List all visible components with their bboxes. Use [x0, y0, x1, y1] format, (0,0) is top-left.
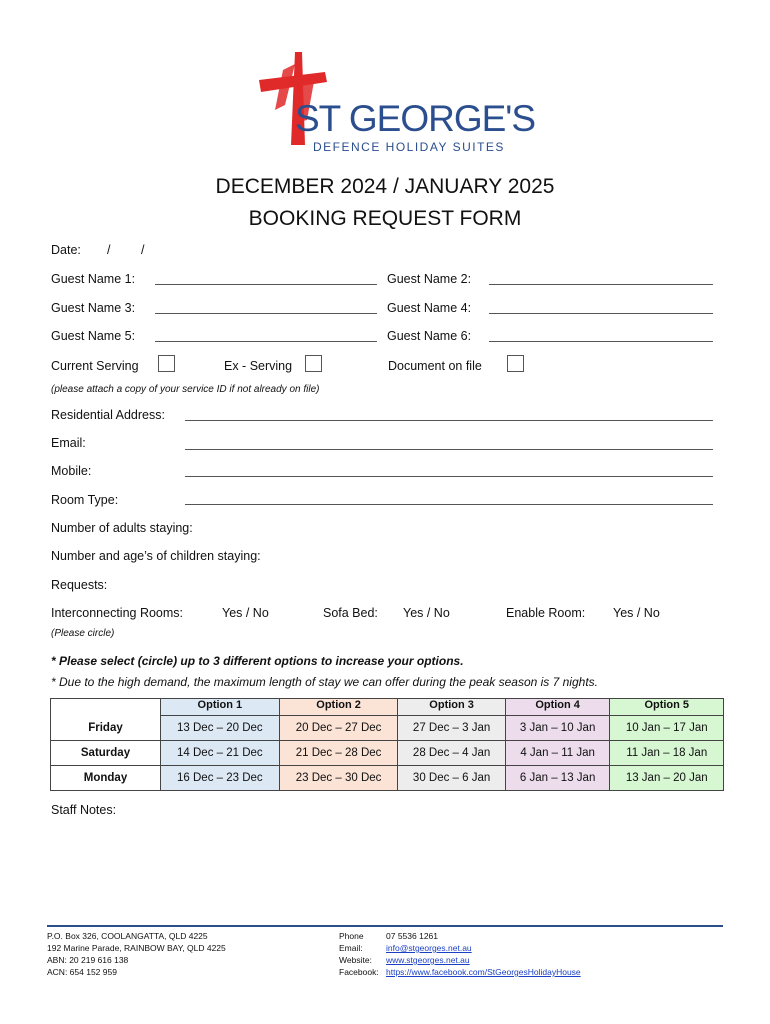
row-day: Monday — [51, 766, 161, 791]
footer-contact-labels — [339, 930, 379, 978]
please-circle-note: (Please circle) — [51, 628, 115, 639]
guest-name-5-label: Guest Name 5: — [51, 329, 136, 343]
guest-name-2-label: Guest Name 2: — [387, 272, 472, 286]
logo-name: ST GEORGE'S — [295, 98, 536, 139]
footer-website-label: Website: — [339, 955, 372, 965]
email-label: Email: — [51, 436, 86, 450]
document-on-file-label: Document on file — [388, 359, 482, 373]
footer-email-link[interactable]: info@stgeorges.net.au — [386, 943, 472, 953]
option-cell[interactable]: 23 Dec – 30 Dec — [279, 766, 398, 791]
ex-serving-checkbox[interactable] — [305, 355, 322, 372]
option-cell[interactable]: 16 Dec – 23 Dec — [161, 766, 280, 791]
select-options-note: * Please select (circle) up to 3 different options to increase your options. — [51, 654, 464, 668]
logo — [255, 50, 536, 160]
guest-name-1-field[interactable] — [155, 284, 377, 285]
mobile-field[interactable] — [185, 476, 713, 477]
staff-notes-label: Staff Notes: — [51, 803, 117, 817]
table-header-option-2: Option 2 — [279, 699, 398, 716]
option-cell[interactable]: 21 Dec – 28 Dec — [279, 741, 398, 766]
option-cell[interactable]: 14 Dec – 21 Dec — [161, 741, 280, 766]
table-header-option-1: Option 1 — [161, 699, 280, 716]
date-label: Date: — [51, 243, 81, 257]
option-cell[interactable]: 13 Dec – 20 Dec — [161, 716, 280, 741]
option-cell[interactable]: 3 Jan – 10 Jan — [505, 716, 610, 741]
mobile-label: Mobile: — [51, 464, 92, 478]
table-row — [51, 741, 724, 766]
footer-divider — [47, 925, 723, 927]
footer-website-link[interactable]: www.stgeorges.net.au — [386, 955, 470, 965]
footer-address — [47, 930, 226, 978]
footer-abn: ABN: 20 219 616 138 — [47, 955, 129, 965]
guest-name-2-field[interactable] — [489, 284, 713, 285]
current-serving-label: Current Serving — [51, 359, 139, 373]
footer-phone: 07 5536 1261 — [386, 931, 438, 941]
title-line2: BOOKING REQUEST FORM — [248, 207, 522, 230]
footer-facebook-link[interactable]: https://www.facebook.com/StGeorgesHolidayHouse — [386, 967, 581, 977]
option-cell[interactable]: 10 Jan – 17 Jan — [610, 716, 724, 741]
residential-address-label: Residential Address: — [51, 408, 165, 422]
guest-name-5-field[interactable] — [155, 341, 377, 342]
attach-id-note: (please attach a copy of your service ID if not already on file) — [51, 384, 320, 395]
adults-staying-label: Number of adults staying: — [51, 521, 193, 535]
guest-name-4-field[interactable] — [489, 313, 713, 314]
guest-name-6-label: Guest Name 6: — [387, 329, 472, 343]
room-type-label: Room Type: — [51, 493, 119, 507]
email-field[interactable] — [185, 449, 713, 450]
guest-name-6-field[interactable] — [489, 341, 713, 342]
residential-address-field[interactable] — [185, 420, 713, 421]
document-on-file-checkbox[interactable] — [507, 355, 524, 372]
requests-label: Requests: — [51, 578, 108, 592]
option-cell[interactable]: 4 Jan – 11 Jan — [505, 741, 610, 766]
max-stay-note: * Due to the high demand, the maximum length of stay we can offer during the peak season is 7 nights. — [51, 675, 598, 689]
table-header-row — [51, 699, 724, 716]
current-serving-checkbox[interactable] — [158, 355, 175, 372]
logo-tagline: DEFENCE HOLIDAY SUITES — [313, 140, 505, 154]
option-cell[interactable]: 28 Dec – 4 Jan — [398, 741, 505, 766]
footer-facebook-label: Facebook: — [339, 967, 379, 977]
interconnecting-rooms-label: Interconnecting Rooms: — [51, 606, 184, 620]
guest-name-3-field[interactable] — [155, 313, 377, 314]
enable-room-label: Enable Room: — [506, 606, 586, 620]
option-cell[interactable]: 13 Jan – 20 Jan — [610, 766, 724, 791]
table-header-option-3: Option 3 — [398, 699, 505, 716]
date-separator-2: / — [141, 243, 145, 257]
table-row — [51, 766, 724, 791]
footer-email-label: Email: — [339, 943, 363, 953]
footer-address-line-2: 192 Marine Parade, RAINBOW BAY, QLD 4225 — [47, 943, 226, 953]
option-cell[interactable]: 20 Dec – 27 Dec — [279, 716, 398, 741]
children-staying-label: Number and age’s of children staying: — [51, 549, 261, 563]
footer-address-line-1: P.O. Box 326, COOLANGATTA, QLD 4225 — [47, 931, 208, 941]
room-type-field[interactable] — [185, 504, 713, 505]
guest-name-1-label: Guest Name 1: — [51, 272, 136, 286]
interconnecting-yes-no[interactable]: Yes / No — [222, 606, 269, 620]
option-cell[interactable]: 30 Dec – 6 Jan — [398, 766, 505, 791]
footer-acn: ACN: 654 152 959 — [47, 967, 117, 977]
option-cell[interactable]: 6 Jan – 13 Jan — [505, 766, 610, 791]
table-row — [51, 716, 724, 741]
option-cell[interactable]: 27 Dec – 3 Jan — [398, 716, 505, 741]
sofa-bed-label: Sofa Bed: — [323, 606, 378, 620]
row-day: Friday — [51, 716, 161, 741]
options-table — [50, 698, 724, 791]
enable-room-yes-no[interactable]: Yes / No — [613, 606, 660, 620]
guest-name-3-label: Guest Name 3: — [51, 301, 136, 315]
footer-contact-values — [386, 930, 581, 978]
table-header-option-5: Option 5 — [610, 699, 724, 716]
title-line1: DECEMBER 2024 / JANUARY 2025 — [215, 175, 555, 198]
row-day: Saturday — [51, 741, 161, 766]
sofa-bed-yes-no[interactable]: Yes / No — [403, 606, 450, 620]
date-separator-1: / — [107, 243, 111, 257]
footer-phone-label: Phone — [339, 931, 364, 941]
option-cell[interactable]: 11 Jan – 18 Jan — [610, 741, 724, 766]
table-header-day — [51, 699, 161, 716]
guest-name-4-label: Guest Name 4: — [387, 301, 472, 315]
table-header-option-4: Option 4 — [505, 699, 610, 716]
ex-serving-label: Ex - Serving — [224, 359, 293, 373]
